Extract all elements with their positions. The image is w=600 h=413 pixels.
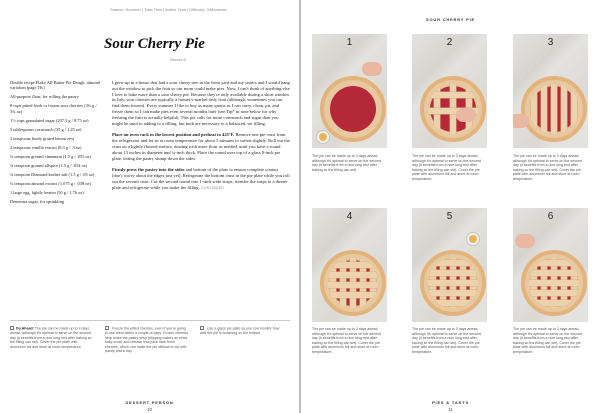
ingredient: Double recipe Flaky All-Butter Pie Dough, almond variation (page TK) bbox=[10, 80, 100, 91]
step-caption: The pie can be made up to 3 days ahead, although it's optimal to serve on the second day (it benefits from a nice long rest after baking so the filling can set). bbox=[312, 154, 382, 172]
ingredient: 2 teaspoons finely grated lemon zest bbox=[10, 135, 75, 141]
tips-divider bbox=[10, 320, 290, 321]
continued-tag: CONTINUED bbox=[200, 185, 225, 190]
tip-note bbox=[105, 326, 189, 354]
page-number: 10 bbox=[147, 407, 152, 412]
step-number: 3 bbox=[547, 37, 554, 48]
step-caption: The pie can be made up to 3 days ahead, although it's optimal to serve on the second day (it benefits from a nice long rest after baking so the filling can set). Cover the pie plate with aluminum foil and store at room temperature. bbox=[412, 154, 482, 181]
step-caption: The pie can be made up to 3 days ahead, although it's optimal to serve on the second day (it benefits from a nice long rest after baking so the filling can set). Cover the pie plate with aluminum foil and store at room temperature. bbox=[312, 327, 382, 354]
ingredient: 8 cups pitted fresh or frozen sour cherries (3¾ g / 3¾ oz) bbox=[10, 103, 97, 114]
footer-section-title: DESSERT PERSON bbox=[125, 400, 174, 405]
running-head: SOUR CHERRY PIE bbox=[426, 17, 475, 22]
lattice-strips bbox=[529, 258, 579, 308]
tip-text: The pie can be made up to 3 days ahead, although it's optimal to serve on the second day (it benefits from a nice long rest after baking so the filling can set). Cover the pie plate with aluminum foil and store at room temperature. bbox=[10, 326, 92, 349]
step-photo bbox=[312, 208, 387, 322]
step-lead: Firmly press the pastry into the sides bbox=[112, 167, 185, 173]
step-photo bbox=[513, 34, 588, 148]
cherry-filling bbox=[330, 86, 376, 132]
step-paragraph bbox=[112, 167, 290, 191]
hand bbox=[362, 62, 382, 76]
ingredient: 2 teaspoons vanilla extract (8.3 g / .3 oz) bbox=[10, 144, 82, 150]
tip-note bbox=[200, 326, 284, 336]
left-page bbox=[0, 0, 299, 413]
ingredient: ¾ teaspoon almond extract (1.075 g / .038 oz) bbox=[10, 180, 91, 186]
egg-wash-bowl bbox=[466, 232, 480, 246]
step-caption: The pie can be made up to 3 days ahead, although it's optimal to serve on the second day (it benefits from a nice long rest after baking so the filling can set). Cover the pie plate with aluminum foil and store at room temperature. bbox=[412, 327, 482, 354]
right-page bbox=[301, 0, 600, 413]
ingredient: All-purpose flour, for rolling the pastry bbox=[10, 94, 79, 100]
step-lead: Place an oven rack in the lowest position and preheat to 425°F. bbox=[112, 132, 235, 138]
step-body: Remove one pie crust from the refrigerator and let sit at room temperature for about 5 minutes to soften slightly. Roll out the crust on a lightly floured surface, dusting with more flour as needed, until you have a round about 13 inches in diameter and ¼-inch thick. Place the round over top of a glass 9-inch pie plate, letting the pastry slump down the sides. bbox=[112, 132, 290, 161]
intro-paragraph: I grew up in a house that had a sour cherry tree in the front yard and my sisters and I would hang out the window to pick the fruit so our mom could make pies. Now, I can't think of anything else I love to bake more than a sour cherry pie. Because they're only available during a short window in July, sour cherries are typically a farmer's-market-only fruit (although, sometimes you can find them frozen). Every summer I like to buy as many quarts as I can carry, clean, pit, and freeze them so I can make pies even several months later (see Tip* in note below for why freezing the fruit is actually helpful). This pie calls for more cornstarch and sugar than you might be used to adding to a filling, but both are necessary to a balanced, set filling. bbox=[112, 80, 290, 126]
footer-section-title: PIES & TARTS bbox=[432, 400, 469, 405]
lattice-strips bbox=[529, 84, 579, 134]
step-body: and bottom of the plate to ensure complete contact (don't worry about the edges just yet). Refrigerate the bottom crust in the pie plate while you roll out the second crust. Cut the second round into 1-inch wide strips, transfer the strips to a dinner plate and refrigerate while you make the filling. bbox=[112, 167, 290, 190]
ingredient: ¾ teaspoon Diamond kosher salt (1.5 g / .05 oz) bbox=[10, 171, 95, 177]
lattice-strips bbox=[328, 258, 378, 308]
step-number: 5 bbox=[446, 211, 453, 222]
step-photo bbox=[513, 208, 588, 322]
ingredient: ¾ teaspoon ground cinnamon (1.5 g / .055 oz) bbox=[10, 153, 92, 159]
step-photo bbox=[412, 34, 487, 148]
tip-text: Freeze the pitted cherries, even if you're going to use them within a couple of days. Frozen cherries help make the pastry crisp (blipping makes an extra flaky crust) and release less juice than fresh cherries, which can make the pie difficult to cut with pastry and a tray. bbox=[105, 326, 189, 354]
step-photo bbox=[312, 34, 387, 148]
step-number: 6 bbox=[547, 211, 554, 222]
ingredient: 5 tablespoons cornstarch (35 g / 1.25 oz) bbox=[10, 126, 82, 132]
tip-text: Use a glass pie plate so you can monitor how well the pie is browning on the bottom. bbox=[200, 326, 280, 336]
step-number: 1 bbox=[346, 37, 353, 48]
step-number: 4 bbox=[346, 211, 353, 222]
recipe-meta: Season: Summer | Total Time | Active Time | Difficulty: 3/Moderate bbox=[110, 7, 227, 12]
ingredient: Demerara sugar, for sprinkling bbox=[10, 198, 64, 204]
hand bbox=[456, 108, 476, 122]
step-paragraph bbox=[112, 132, 290, 161]
tip-note bbox=[10, 326, 94, 349]
ingredient: 1 large egg, lightly beaten (50 g / 1.76 oz) bbox=[10, 189, 84, 195]
tip-bullet-icon bbox=[200, 326, 204, 330]
tip-lead: Do Ahead: bbox=[16, 326, 34, 331]
step-caption: The pie can be made up to 3 days ahead, although it's optimal to serve on the second day (it benefits from a nice long rest after baking so the filling can set). Cover the pie plate with aluminum foil and store at room temperature. bbox=[513, 154, 583, 181]
step-caption: The pie can be made up to 3 days ahead, although it's optimal to serve on the second day (it benefits from a nice long rest after baking so the filling can set). Cover the pie plate with aluminum foil and store at room temperature. bbox=[513, 327, 583, 354]
ingredient: 1½ cups granulated sugar (207.5 g / 8.75 oz) bbox=[10, 117, 89, 123]
lattice-strips bbox=[428, 258, 478, 308]
recipe-serves: Serves 8 bbox=[170, 57, 186, 62]
ingredients-list bbox=[10, 80, 102, 208]
hand bbox=[515, 234, 535, 248]
method-text bbox=[112, 80, 290, 198]
tip-bullet-icon bbox=[10, 326, 14, 330]
page-number: 11 bbox=[448, 407, 453, 412]
recipe-title: Sour Cherry Pie bbox=[104, 36, 205, 52]
tip-bullet-icon bbox=[105, 326, 109, 330]
sugar-bowl bbox=[316, 130, 330, 144]
step-number: 2 bbox=[446, 37, 453, 48]
hand bbox=[513, 114, 529, 128]
ingredient: ¾ teaspoon ground allspice (1.5 g / .054 oz) bbox=[10, 162, 88, 168]
step-photo bbox=[412, 208, 487, 322]
